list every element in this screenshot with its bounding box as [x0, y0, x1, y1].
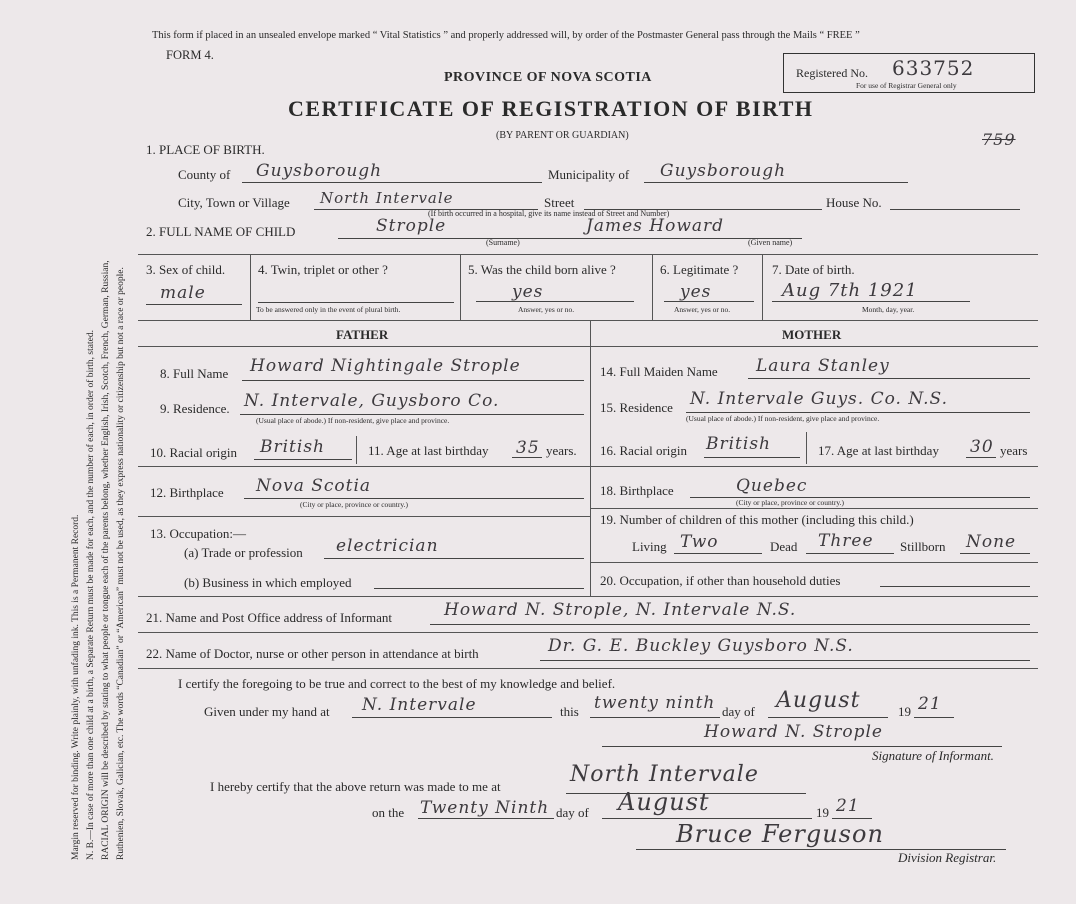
given-day-of-label: day of [722, 704, 755, 719]
alive-label: 5. Was the child born alive ? [468, 262, 616, 277]
legitimate-note: Answer, yes or no. [674, 305, 731, 314]
hospital-note: (If birth occurred in a hospital, give its name instead of Street and Number) [428, 209, 670, 218]
living-value: Two [680, 532, 719, 552]
mother-residence-note: (Usual place of abode.) If non-resident, give place and province. [686, 414, 880, 423]
county-value: Guysborough [256, 161, 383, 181]
mother-race-label: 16. Racial origin [600, 443, 688, 458]
mother-birthplace-label: 18. Birthplace [600, 483, 674, 498]
side-note-binding: Margin reserved for binding. Write plainly, with unfading ink. This is a Permanent Record. [71, 514, 81, 860]
legitimate-label: 6. Legitimate ? [660, 262, 739, 277]
municipality-value: Guysborough [660, 161, 787, 181]
father-residence-label: 9. Residence. [160, 401, 230, 416]
form-number: FORM 4. [166, 48, 214, 62]
father-trade: electrician [336, 536, 439, 556]
business-label: (b) Business in which employed [184, 575, 352, 590]
child-name-label: 2. FULL NAME OF CHILD [146, 224, 296, 239]
registrar-place: North Intervale [570, 762, 759, 787]
registrar-mark: 759 [982, 130, 1016, 149]
informant-signature: Howard N. Strople [704, 722, 883, 742]
municipality-label: Municipality of [548, 167, 630, 182]
dead-value: Three [818, 531, 874, 551]
given-place: N. Intervale [362, 695, 477, 715]
dead-label: Dead [770, 539, 798, 554]
sex-value: male [160, 283, 206, 303]
registrar-day: Twenty Ninth [420, 798, 550, 818]
birth-date-note: Month, day, year. [862, 305, 915, 314]
registrar-signature-label: Division Registrar. [898, 850, 997, 865]
birth-date-label: 7. Date of birth. [772, 262, 855, 277]
given-name-note: (Given name) [748, 238, 793, 247]
street-label: Street [544, 195, 575, 210]
legitimate-value: yes [680, 282, 712, 302]
father-name: Howard Nightingale Strople [250, 356, 521, 376]
registrar-month: August [618, 788, 710, 816]
mother-years-label: years [1000, 443, 1028, 458]
informant-label: 21. Name and Post Office address of Informant [146, 610, 392, 625]
mother-birthplace: Quebec [736, 476, 808, 496]
registrar-signature: Bruce Ferguson [676, 820, 884, 848]
children-count-label: 19. Number of children of this mother (including this child.) [600, 512, 914, 527]
certify-text: I certify the foregoing to be true and correct to the best of my knowledge and belief. [178, 676, 616, 691]
father-birthplace-note: (City or place, province or country.) [300, 500, 409, 509]
registered-note: For use of Registrar General only [856, 81, 957, 90]
father-race-label: 10. Racial origin [150, 445, 238, 460]
mother-age-label: 17. Age at last birthday [818, 443, 939, 458]
mother-heading: MOTHER [782, 327, 842, 342]
registrar-day-of-label: day of [556, 805, 589, 820]
this-label: this [560, 704, 579, 719]
given-day: twenty ninth [594, 693, 716, 713]
house-no-label: House No. [826, 195, 882, 210]
mother-name: Laura Stanley [756, 356, 890, 376]
registrar-certify-text: I hereby certify that the above return was made to me at [210, 779, 501, 794]
father-heading: FATHER [336, 327, 389, 342]
trade-label: (a) Trade or profession [184, 545, 303, 560]
given-month: August [776, 688, 861, 713]
mother-residence: N. Intervale Guys. Co. N.S. [690, 389, 948, 409]
given-under-label: Given under my hand at [204, 704, 330, 719]
doctor-value: Dr. G. E. Buckley Guysboro N.S. [548, 636, 854, 656]
mother-residence-label: 15. Residence [600, 400, 673, 415]
birth-date-value: Aug 7th 1921 [782, 280, 918, 301]
province-heading: PROVINCE OF NOVA SCOTIA [444, 70, 652, 85]
child-given-name: James Howard [586, 216, 725, 236]
mother-race: British [706, 434, 771, 454]
father-occupation-label: 13. Occupation:— [150, 526, 247, 541]
registrar-year: 21 [836, 796, 860, 816]
twin-note: To be answered only in the event of plural birth. [256, 305, 401, 314]
living-label: Living [632, 539, 667, 554]
place-of-birth-heading: 1. PLACE OF BIRTH. [146, 142, 265, 157]
stillborn-value: None [966, 532, 1017, 552]
informant-signature-label: Signature of Informant. [872, 748, 994, 763]
county-label: County of [178, 167, 231, 182]
registrar-year-prefix: 19 [816, 805, 829, 820]
side-note-racial-origin: RACIAL ORIGIN will be described by stating to what people or tongue each of the parents belong, whether English, Irish, Scotch, French, German, Russian, [101, 260, 111, 860]
father-name-label: 8. Full Name [160, 366, 229, 381]
alive-value: yes [512, 282, 544, 302]
father-birthplace: Nova Scotia [256, 476, 372, 496]
child-surname: Strople [376, 216, 447, 236]
sex-label: 3. Sex of child. [146, 262, 226, 277]
city-value: North Intervale [320, 189, 454, 207]
city-label: City, Town or Village [178, 195, 290, 210]
twin-label: 4. Twin, triplet or other ? [258, 262, 388, 277]
stillborn-label: Stillborn [900, 539, 946, 554]
given-year: 21 [918, 694, 942, 714]
registered-number: 633752 [892, 56, 975, 80]
side-note-racial-origin-cont: Ruthenien, Slovak, Galician, etc. The words “Canadian” or “American” must not be used, as they express nationality or citizenship but not a race or people. [116, 267, 126, 860]
doctor-label: 22. Name of Doctor, nurse or other person in attendance at birth [146, 646, 479, 661]
on-the-label: on the [372, 805, 405, 820]
mother-occupation-label: 20. Occupation, if other than household duties [600, 573, 841, 588]
father-residence: N. Intervale, Guysboro Co. [244, 391, 500, 411]
alive-note: Answer, yes or no. [518, 305, 575, 314]
side-note-multiple-births: N. B.—In case of more than one child at a birth, a Separate Return must be made for each, and the number of each, in order of birth, stated. [86, 330, 96, 860]
father-residence-note: (Usual place of abode.) If non-resident, give place and province. [256, 416, 450, 425]
father-age-label: 11. Age at last birthday [368, 443, 489, 458]
mother-name-label: 14. Full Maiden Name [600, 364, 718, 379]
given-year-prefix: 19 [898, 704, 911, 719]
mail-notice: This form if placed in an unsealed envelope marked “ Vital Statistics ” and properly addressed will, by order of the Postmaster General pass through the Mails “ FREE ” [152, 30, 860, 41]
father-birthplace-label: 12. Birthplace [150, 485, 224, 500]
father-years-label: years. [546, 443, 577, 458]
informant-value: Howard N. Strople, N. Intervale N.S. [444, 600, 797, 620]
surname-note: (Surname) [486, 238, 520, 247]
father-age: 35 [516, 438, 540, 458]
mother-birthplace-note: (City or place, province or country.) [736, 498, 845, 507]
mother-age: 30 [970, 437, 994, 457]
subtitle: (BY PARENT OR GUARDIAN) [496, 130, 629, 141]
father-race: British [260, 437, 325, 457]
page-title: CERTIFICATE OF REGISTRATION OF BIRTH [288, 96, 814, 121]
registered-label: Registered No. [796, 66, 868, 80]
registration-box [783, 53, 1035, 93]
